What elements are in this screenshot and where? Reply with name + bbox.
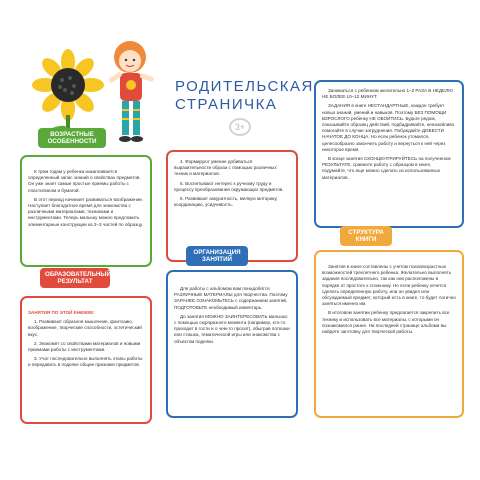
lesson-tips-text-1: Заниматься с ребенком желательно 1–2 РАЗА В НЕДЕЛЮ НЕ БОЛЕЕ 10–12 МИНУТ. <box>322 88 453 100</box>
page-title-line1: РОДИТЕЛЬСКАЯ <box>175 78 314 95</box>
age-badge: 3+ <box>229 118 251 136</box>
structure-box <box>314 250 464 418</box>
educational-text-3: 3. Учат последовательно выполнять этапы работы и передавать в поделке общие признаки предметов. <box>28 356 143 368</box>
lesson-tips-box <box>314 80 464 228</box>
educational-text-2: 2. Знакомят со свойствами материалов и новыми приемами работы с инструментами. <box>28 340 141 353</box>
organization-text-2: До занятия МОЖНО ЗАИНТЕРЕСОВАТЬ малыша: с помощью сюрпризного момента (например, кто-то приходит в гости и о чем-то просит), обыграв потешки или стишка, тематической игры или знакомства с объектом поделки. <box>174 313 290 344</box>
age-features-text-1: К трем годам у ребенка накапливается определенный запас знаний о свойствах предметов. Он уже знает самые простые приемы работы с пластилином и бумагой. <box>28 169 141 193</box>
age-features-tag: ВОЗРАСТНЫЕ ОСОБЕННОСТИ <box>38 128 106 148</box>
goal-5: 5. Воспитывают интерес к ручному труду и процессу преобразования окружающих предметов. <box>174 180 284 192</box>
organization-box <box>166 270 298 418</box>
educational-intro: ЗАНЯТИЯ ПО ЭТОЙ КНИЖКЕ: <box>28 310 95 315</box>
lesson-tips-text-3: В конце занятия СКОНЦЕНТРИРУЙТЕСЬ на полученном РЕЗУЛЬТАТЕ, сравните работу с образцом в книге, подумайте, что еще можно сделать из использованных материалов. <box>322 156 451 180</box>
girl-illustration <box>100 35 165 155</box>
age-features-text-2: В этот период начинает развиваться воображение. Наступает благодатное время для знакомства с различными материалами, техниками и инструментами. Теперь малышу можно предложить элементарные конструкции из 2–3 частей по образцу. <box>28 196 144 227</box>
goal-4: 4. Формируют умение добиваться выразительности образа с помощью различных техник и материалов. <box>174 159 277 177</box>
page-title-line2: СТРАНИЧКА <box>175 96 278 113</box>
educational-result-box <box>20 296 152 424</box>
educational-result-tag: ОБРАЗОВАТЕЛЬНЫЙ РЕЗУЛЬТАТ <box>40 268 110 288</box>
goal-6: 6. Развивают аккуратность, мелкую моторику, координацию, усидчивость. <box>174 196 278 208</box>
age-features-box <box>20 155 152 267</box>
structure-text-1: Занятия в книге составлены с учетом психовозрастных возможностей трехлетнего ребенка. Желательно выполнять задания последовательно, так как они расположены в порядке от простого к сложному. Но если ребенку хочется сделать определенную работу, или он увидел или обсуждаемый предмет, который есть в книге, то будет логично заняться именно им. <box>322 264 456 307</box>
lesson-tips-text-2: ЗАДАНИЯ в книге НЕСТАНДАРТНЫЕ, каждое требует новых знаний, умений и навыков. Поэтому БЕЗ ПОМОЩИ ВЗРОСЛОГО ребенку НЕ ОБОЙТИСЬ. Будьте рядом, показывайте образец действий, подбадривайте, неназойливо помогайте в случае затруднения. Побуждайте ДОВЕСТИ НАЧАТОЕ ДО КОНЦА. Но если ребенок утомился, целесообразно закончить работу и вернуться к ней через некоторое время. <box>322 103 455 152</box>
structure-tag: СТРУКТУРА КНИГИ <box>340 226 392 246</box>
organization-text-1: Для работы с альбомом вам понадобятся РАЗЛИЧНЫЕ МАТЕРИАЛЫ для творчества. Поэтому ЗАРАНЕЕ ОЗНАКОМЬТЕСЬ с содержанием занятий, ПОДГОТОВЬТЕ необходимый инвентарь. <box>174 286 288 310</box>
educational-text-1: 1. Развивают образное мышление, фантазию, воображение, творческие способности, эстетический вкус. <box>28 319 142 337</box>
structure-text-2: В итоговом занятии ребенку предлагается закрепить все технику и использовать все материалы, с которыми он познакомился ранее. На последней странице альбома вы найдете заготовку для творческой работы. <box>322 310 450 335</box>
girl-icon <box>108 41 154 142</box>
organization-tag: ОРГАНИЗАЦИЯ ЗАНЯТИЙ <box>186 246 248 266</box>
